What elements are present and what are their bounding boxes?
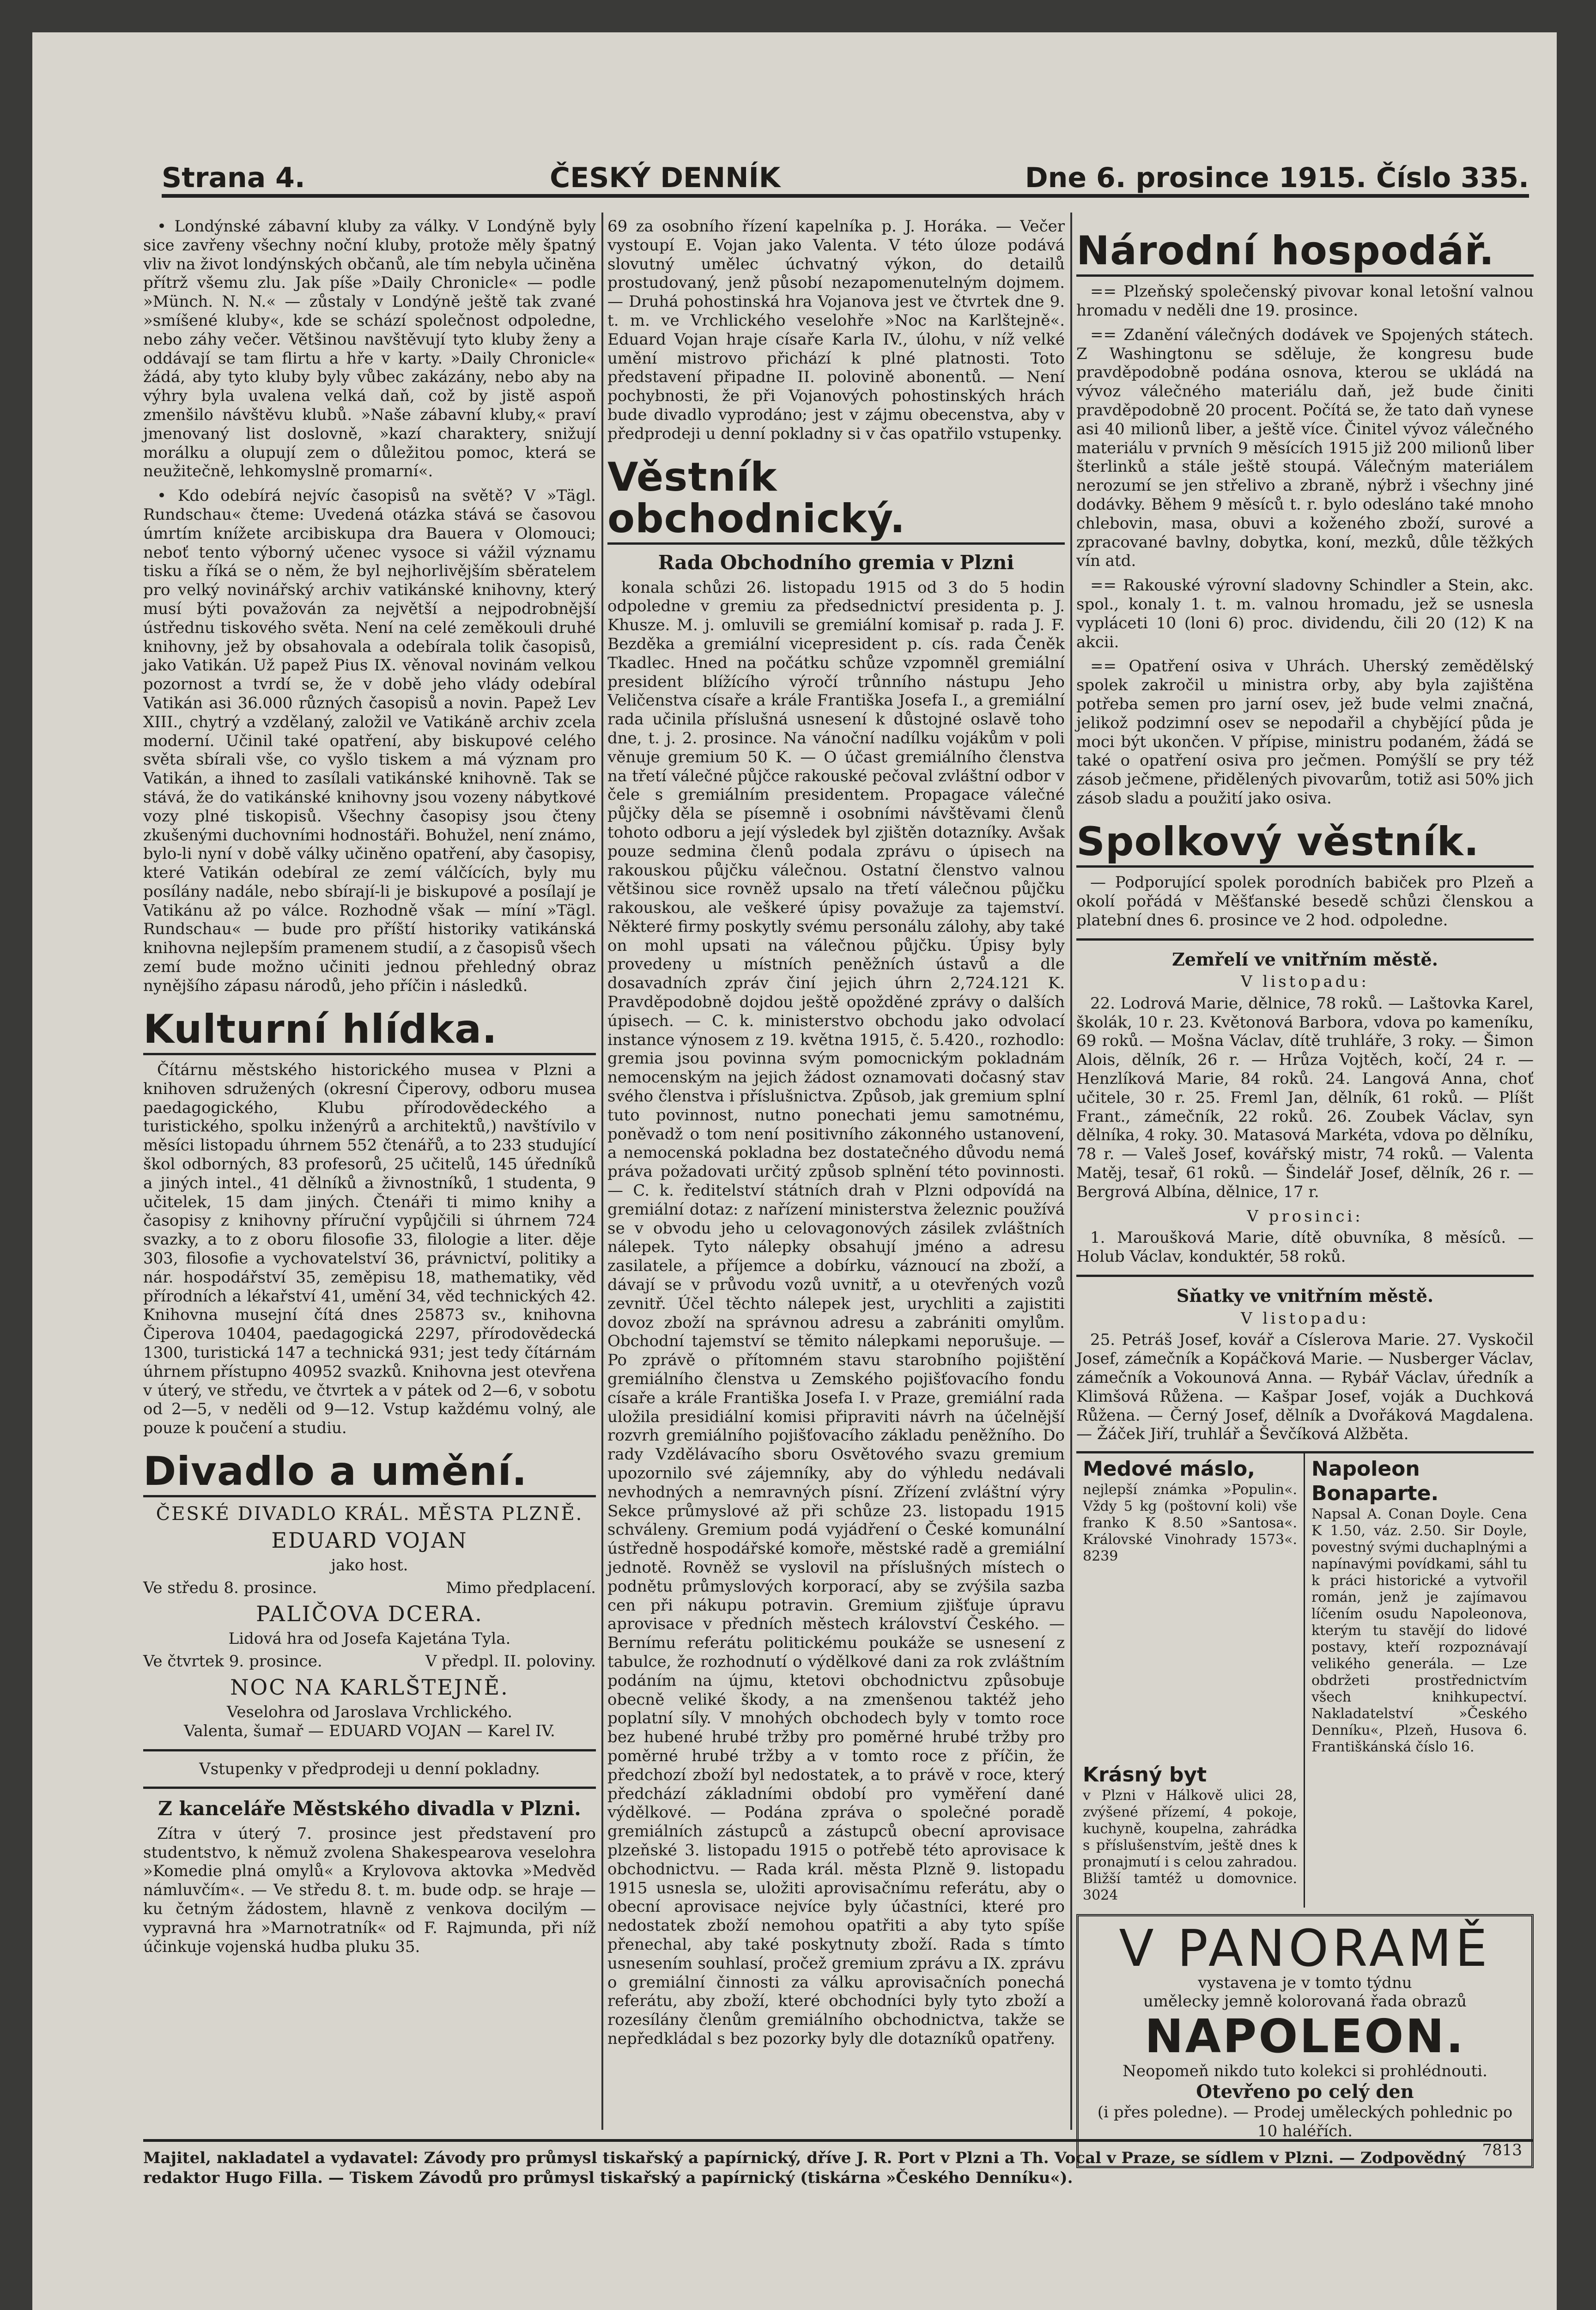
ad-title: Medové máslo, xyxy=(1083,1457,1255,1481)
ad-title: Krásný byt xyxy=(1083,1763,1207,1787)
news-item: == Rakouské výrovní sladovny Schindler a Stein, akc. spol., konaly 1. t. m. valnou hromadu, jež se usnesla vypláceti 10 (loni 6) proc. dividendu, čili 20 (12) K na akcii. xyxy=(1076,576,1534,651)
article-continuation: 69 za osobního řízení kapelníka p. J. Horáka. — Večer vystoupí E. Vojan jako Valenta. V této úloze podává slovutný umělec úchvatný výkon, do detailů prostudovaný, jenž působí nezapomenutelným dojmem. — Druhá pohostinská hra Vojanova jest ve čtvrtek dne 9. t. m. ve Vrchlického veselohře »Noc na Karlštejně«. Eduard Vojan hraje císaře Karla IV., úlohu, v níž velké umění mistrovo přichází k plné platnosti. Toto představení připadne II. polovině abonentů. — Není pochybnosti, že při Vojanových pohostinských hrách bude divadlo vyprodáno; jest v zájmu obecenstva, aby v předprodeji u denní pokladny si v čas opatřilo vstupenky. xyxy=(607,217,1065,443)
article-gremium: konala schůzi 26. listopadu 1915 od 3 do 5 hodin odpoledne v gremiu za předsednictví presidenta p. J. Khusze. M. j. omluvili se gremiální komisař p. rada J. F. Bezděka a gremiální vicepresident p. cís. rada Čeněk Tkadlec. Hned na počátku schůze vzpomněl gremiální president blížícího výročí trůnního nástupu Jeho Veličenstva císaře a krále Františka Josefa I., a gremiální rada učinila příslušná usnesení k důstojné oslavě toho dne, t. j. 2. prosince. Na vánoční nadílku vojákům v poli věnuje gremium 50 K. — O účast gremiálního členstva na třetí válečné půjčce rakouské pečoval zvláštní odbor v čele s gremiálním presidentem. Propagace válečné půjčky děla se písemně i osobními návštěvami členů tohoto odboru a její výsledek byl zjištěn dotazníky. Avšak pouze sedmina členů podala zprávu o úpisech na rakouskou půjčku válečnou. Ostatní členstvo valnou většinou sice rovněž upsalo na třetí válečnou půjčku rakouskou, ale veškeré úpisy považuje za tajemství. Některé firmy poskytly svému personálu zálohy, aby také on mohl upsati na válečnou půjčku. Úpisy byly provedeny u místních peněžních ústavů a dle dosavadních zpráv činí jejich úhrn 2,724.121 K. Pravděpodobně dojdou ještě opožděné zprávy o dalších úpisech. — C. k. ministerstvo obchodu jako odvolací instance výnosem z 19. května 1915, č. 5.420., rozhodlo: gremia jsou povinna svým pomocnickým pokladnám nemocenským na jejich žádost oznamovati dočasný stav svého členstva i příslušnictva. Způsob, jak gremium splní tuto povinnost, nutno ponechati jemu samotnému, poněvadž o tom není positivního zákonného ustanovení, a nemocenská pokladna bez dostatečného důvodu nemá práva požadovati určitý způsob splnění této povinnosti. — C. k. ředitelství státních drah v Plzni odpovídá na gremiální dotaz: z nařízení ministerstva železnic používá se v obvodu jeho u celovagonových zásilek zvláštních nálepek. Tyto nálepky obsahují jméno a adresu zasilatele, a příjemce a dobírku, váznoucí na zboží, a dávají se v průvodu vozů uvnitř, a u otevřených vozů zevnitř. Účel těchto nálepek jest, urychliti a zajistiti dovoz zboží na správnou adresu a zabrániti omylům. Obchodní tajemství se těmito nálepkami neporušuje. — Po zprávě o přítomném stavu starobního pojištění gremiálního členstva u Zemského pojišťovacího fondu císaře a krále Františka Josefa I. v Praze, gremiální rada uložila presidiální komisi připraviti návrh na účelnější rozvrh gremiálního pojišťovacího základu peněžního. Do rady Vzdělávacího sboru Osvětového svazu gremium upozornilo své zájemníky, aby do výhledu nedávali nevhodných a nemravných písní. Zřízení zvláštní výry Sekce průmyslové až při schůze 23. listopadu 1915 schváleny. Gremium podá vyjádření o České komunální ústředně hospodářské komoře, městské radě a gremiální jednotě. Rovněž se vyslovil na příslušných místech o podnětu průmyslových korporací, aby se zvýšila sazba cen při nákupu potravin. Gremium zjišťuje úpravu aprovisace v předních městech království Českého. — Bernímu referátu politickému poukáže se usnesení z tabulce, že rozhodnutí o výdělkové dani za rok zvláštním podáním na újmu, ktetovi obchodnictvu způsobuje obecně veliké škody, a na zmenšenou taktéž jeho poplatní síly. V mnohých obchodech byly v tomto roce bez hubené hrubé tržby pro poměrné hrubé tržby pro poměrné hrubé tržby a v tomto roce z příčin, že předchozí zboží byl nedostatek, a to právě v roce, který předchází základními období pro vyměření dané výdělkové. — Podána zpráva o společné poradě gremiálních zástupců a zástupců obecní aprovisace plzeňské 3. listopadu 1915 o potřebě této aprovisace k obchodnictvu. — Rada král. města Plzně 9. listopadu 1915 usnesla se, uložiti aprovisačnímu referátu, aby o obecní aprovisace nejvíce byly účastníci, které pro nedostatek zboží nemohou opatřiti a aby tyto spíše přenechal, aby také poskytnuty zboží. Rada s tímto usnesením souhlasí, pročež gremium zprávu a IX. zprávu o gremiální činnosti za válku aprovisačních ponechá referátu, aby zboží, které obchodníci byly tyto zboží a rozesílány členům gremiálního obchodnictva, takže se nepředkládal s bez pozorky byly dle dotazníků opatřeny. xyxy=(607,578,1065,2048)
play-cast: Valenta, šumař — EDUARD VOJAN — Karel IV. xyxy=(184,1721,555,1740)
divider xyxy=(143,1787,596,1789)
divider xyxy=(143,1749,596,1751)
panorama-title: V PANORAMĚ xyxy=(1119,1918,1491,1978)
panorama-line: (i přes poledne). — Prodej uměleckých pohlednic po 10 haléřích. xyxy=(1097,2103,1513,2140)
section-heading-culture: Kulturní hlídka. xyxy=(143,1009,596,1055)
program-row xyxy=(143,1579,596,1598)
section-heading-societies: Spolkový věstník. xyxy=(1076,821,1534,868)
play-title: PALIČOVA DCERA. xyxy=(256,1601,483,1626)
section-heading-theatre: Divadlo a umění. xyxy=(143,1451,596,1497)
column-right xyxy=(1076,217,1534,2159)
play-subtitle: Veselohra od Jaroslava Vrchlického. xyxy=(226,1702,513,1721)
ad-text: Napsal A. Conan Doyle. Cena K 1.50, váz. 2.50. Sir Doyle, povestný svými duchaplnými a napínavými povídkami, sáhl tu k práci historické a vytvořil román, jenž je zajímavou líčením osudu Napoleonova, kterým tu stavějí do lidové postavy, kteří rozpoznávají velikého generála. — Lze obdržeti prostřednictvím všech knihkupectví. Nakladatelství »Českého Denníku«, Plzeň, Husova 6. Františkánská číslo 16. xyxy=(1311,1506,1527,1755)
deaths-list: 22. Lodrová Marie, dělnice, 78 roků. — Laštovka Karel, školák, 10 r. 23. Květonová Barbora, vdova po kameníku, 69 roků. — Mošna Václav, dítě truhláře, 3 roky. — Šimon Alois, dělník, 26 r. — Hrůza Vojtěch, kočí, 24 r. — Henzlíková Marie, 84 roků. 24. Langová Anna, choť učitele, 30 r. 25. Freml Jan, dělník, 61 roků. — Plíšt Frant., zámečník, 22 roků. 26. Zoubek Václav, syn dělníka, 4 roky. 30. Matasová Markéta, vdova po dělníku, 78 r. — Valeš Josef, kovářský mistr, 74 roků. — Valenta Matěj, tesař, 61 roků. — Šindelář Josef, dělník, 26 r. — Bergrová Albína, dělnice, 17 r. xyxy=(1076,994,1534,1201)
marriages-heading: Sňatky ve vnitřním městě. xyxy=(1176,1285,1434,1307)
page-header xyxy=(162,143,1529,198)
panorama-line: umělecky jemně kolorovaná řada obrazů xyxy=(1143,1992,1467,2011)
play-title: NOC NA KARLŠTEJNĚ. xyxy=(230,1674,509,1700)
deaths-list: 1. Maroušková Marie, dítě obuvníka, 8 měsíců. — Holub Václav, konduktér, 58 roků. xyxy=(1076,1228,1534,1266)
ad-panorama xyxy=(1076,1914,1534,2169)
article-theatre-office: Zítra v úterý 7. prosince jest představení pro studentstvo, k němuž zvolena Shakespearova veselohra »Komedie plná omylů« a Krylovova aktovka »Medvěd námluvčím«. — Ve středu 8. t. m. bude odp. se hraje — ku četným žádostem, hlavně z venkova docilým — vypravná hra »Marnotratník« od F. Rajmunda, při níž účinkuje vojenská hudba pluku 35. xyxy=(143,1824,596,1956)
panorama-code: 7813 xyxy=(1482,2140,1522,2159)
deaths-heading: Zemřelí ve vnitřním městě. xyxy=(1172,948,1438,970)
ad-napoleon-book xyxy=(1305,1453,1534,1759)
program-note: Mimo předplacení. xyxy=(446,1579,596,1598)
issue-date: Dne 6. prosince 1915. Číslo 335. xyxy=(1025,162,1529,194)
panorama-hours: Otevřeno po celý den xyxy=(1196,2081,1414,2103)
program-date: Ve čtvrtek 9. prosince. xyxy=(143,1652,322,1671)
program-note: V předpl. II. poloviny. xyxy=(425,1652,596,1671)
news-item: — Podporující spolek porodních babiček pro Plzeň a okolí pořádá v Měšťanské besedě schůzi členskou a platební dnes 6. prosince ve 2 hod. odpoledne. xyxy=(1076,873,1534,930)
column-divider xyxy=(1070,213,1072,2130)
advertisements xyxy=(1076,1451,1534,1907)
newspaper-title: ČESKÝ DENNÍK xyxy=(550,162,781,194)
program-date: Ve středu 8. prosince. xyxy=(143,1579,317,1598)
news-item: == Zdanění válečných dodávek ve Spojených státech. Z Washingtonu se sděluje, že kongresu bude pravděpodobně podána osnova, kterou se ukládá na vývoz válečného materiálu daň, jež bude činiti pravděpodobně 20 procent. Počítá se, že tato daň vynese asi 40 milionů liber, a ještě více. Činitel vývoz válečného materiálu v prvních 9 měsících 1915 již 200 milionů liber šterlinků a stále ještě stoupá. Válečným materiálem nerozumí se jen střelivo a zbraně, nýbrž i všechny jiné dodávky. Během 9 měsíců t. r. bylo odesláno také mnoho chlebovin, masa, obuvi a koženého zboží, surové a zpracované bavlny, dobytka, koní, mezků, důle těžkých vín atd. xyxy=(1076,325,1534,571)
newspaper-page xyxy=(32,32,1557,2310)
guest-actor: EDUARD VOJAN xyxy=(271,1528,468,1553)
page-number: Strana 4. xyxy=(162,162,305,194)
article-london-clubs: • Londýnské zábavní kluby za války. V Londýně byly sice zavřeny všechny noční kluby, protože měly špatný vliv na život londýnských občanů, ale tím nebyla učiněna přítrž všemu zlu. Jak píše »Daily Chronicle« — podle »Münch. N. N.« — zůstaly v Londýně ještě tak zvané »smíšené kluby«, kde se schází společnost odpoledne, nebo záhy večer. Většinou navštěvují tyto kluby ženy a oddávají se tam flirtu a hře v karty. »Daily Chronicle« žádá, aby tyto kluby byly vůbec zakázány, nebo aby na výhry byla uvalena velká daň, což by jistě aspoň zmenšilo návštěvu klubů. »Naše zábavní kluby,« praví jmenovaný list doslovně, »kazí charaktery, snižují morálku a olupují zem o důležitou pomoc, která se neužitečně, lehkomyslně promarní«. xyxy=(143,217,596,481)
marriages-list: 25. Petráš Josef, kovář a Císlerova Marie. 27. Vyskočil Josef, zámečník a Kopáčková Marie. — Nusberger Václav, zámečník a Vokounová Anna. — Rybář Václav, úředník a Klimšová Růžena. — Kašpar Josef, voják a Duchková Růžena. — Černý Josef, dělník a Dvořáková Magdalena. — Žáček Jiří, truhlář a Ševčíková Alžběta. xyxy=(1076,1331,1534,1444)
ad-honey xyxy=(1076,1453,1305,1759)
ticket-note: Vstupenky v předprodeji u denní pokladny. xyxy=(199,1759,540,1778)
ad-apartment xyxy=(1076,1759,1305,1908)
article-heading: Rada Obchodního gremia v Plzni xyxy=(658,551,1014,574)
ad-text: v Plzni v Hálkově ulici 28, zvýšené přízemí, 4 pokoje, kuchyně, koupelna, zahrádka s příslušenstvím, ještě dnes k pronajmutí i s celou zahradou. Bližší tamtéž u domovnice. 3024 xyxy=(1083,1787,1297,1903)
section-heading-commerce: Věstník obchodnický. xyxy=(607,456,1065,545)
column-middle xyxy=(607,217,1065,2130)
ad-text: nejlepší známka »Populin«. Vždy 5 kg (poštovní koli) vše franko K 8.50 »Santosa«. Královské Vinohrady 1573«. 8239 xyxy=(1083,1482,1297,1565)
divider xyxy=(1076,1275,1534,1277)
article-reading-room: Čítárnu městského historického musea v Plzni a knihoven sdružených (okresní Čiperovy, odboru musea paedagogického, Klubu přírodovědeckého a turistického, spolku inženýrů a architektů,) navštívilo v měsíci listopadu úhrnem 552 čtenářů, a to 233 studující škol odborných, 83 profesorů, 25 učitelů, 145 úředníků a jiných intel., 41 dělníků a živnostníků, 1 studenta, 9 učitelek, 15 dam jiných. Čtenáři ti mimo knihy a časopisy z knihovny příruční vypůjčili si úhrnem 724 svazky, a to z oboru filosofie 33, filologie a liter. děje 303, filosofie a vychovatelství 36, právnictví, politiky a nár. hospodářství 35, zeměpisu 18, mathematiky, věd přírodních a lékařství 41, umění 34, věd technických 42. Knihovna musejní čítá dnes 25873 sv., knihovna Čiperova 10404, paedagogická 2297, přírodovědecká 1300, turistická 147 a technická 931; jest tedy čítárnám úhrnem přístupno 40952 svazků. Knihovna jest otevřena v úterý, ve středu, ve čtvrtek a v pátek od 2—6, v sobotu od 2—5, v neděli od 9—12. Vstup každému volný, ale pouze k poučení a studiu. xyxy=(143,1060,596,1438)
marriages-month: V listopadu: xyxy=(1241,1309,1369,1328)
news-item: == Opatření osiva v Uhrách. Uherský zemědělský spolek zakročil u ministra orby, aby byla zajištěna potřeba semen pro jarní osev, jež bude velmi značná, jelikož podzimní osev se nepodařil a chybějící půda je moci být ukončen. V přípise, ministru podaném, žádá se také o opatření osiva pro ječmen. Pomýšlí se pry též zásob ječmene, přidělených pivovarům, totiž asi 50% jich zásob sladu a použití jako osiva. xyxy=(1076,657,1534,808)
column-left xyxy=(143,217,596,2130)
news-item: == Plzeňský společenský pivovar konal letošní valnou hromadu v neděli dne 19. prosince. xyxy=(1076,282,1534,320)
guest-role: jako host. xyxy=(331,1556,408,1575)
program-row xyxy=(143,1652,596,1671)
ad-title: Napoleon Bonaparte. xyxy=(1311,1457,1439,1506)
article-heading: Z kanceláře Městského divadla v Plzni. xyxy=(158,1797,581,1820)
deaths-month: V listopadu: xyxy=(1241,973,1369,991)
panorama-line: vystavena je v tomto týdnu xyxy=(1198,1973,1412,1992)
column-divider xyxy=(601,213,603,2130)
article-vatican-periodicals: • Kdo odebírá nejvíc časopisů na světě? V »Tägl. Rundschau« čteme: Uvedená otázka stává se časovou úmrtím knížete arcibiskupa dra Bauera v Olomouci; neboť tento výborný učenec vysoce si vážil významu tisku a říká se o něm, že byl nejhorlivějším sběratelem pro velký novinářský archiv vatikánské knihovny, který musí býti považován za největší a nejpodrobnější ústřednu tiskového světa. Není na celé zeměkouli druhé knihovny, jež by obsahovala a odebírala tolik časopisů, jako Vatikán. Už papež Pius IX. věnoval novinám velkou pozornost a tvrdí se, že v době jeho vlády odebíral Vatikán asi 36.000 různých časopisů a novin. Papež Lev XIII., chytrý a vzdělaný, založil ve Vatikáně archiv zcela moderní. Učinil také opatření, aby biskupové celého světa sbírali vše, co vyšlo tiskem a má význam pro Vatikán, a ihned to zasílali vatikánské knihovně. Tak se stává, že do vatikánské knihovny jsou vozeny nábytkové vozy plné tiskopisů. Všechny časopisy jsou čteny zkušenými duchovními hodnostáři. Bohužel, není známo, bylo-li nyní v době války učiněno opatření, aby časopisy, které Vatikán odebíral ze zemí válčících, byly mu posílány nadále, nebo sbírají-li je biskupové a posílají je Vatikánu až po válce. Rozhodně však — míní »Tägl. Rundschau« — bude pro příští historiky vatikánská knihovna nejlepším pramenem studií, a z časopisů všech zemí bude možno učiniti jednou přehledný obraz nynějšího zápasu národů, jeho příčin i následků. xyxy=(143,486,596,995)
deaths-month: V prosinci: xyxy=(1247,1207,1363,1226)
divider xyxy=(1076,938,1534,941)
section-heading-economy: Národní hospodář. xyxy=(1076,230,1534,277)
play-subtitle: Lidová hra od Josefa Kajetána Tyla. xyxy=(228,1629,511,1648)
imprint: Majitel, nakladatel a vydavatel: Závody pro průmysl tiskařský a papírnický, dříve J. R. Port v Plzni a Th. Vocal v Praze, se sídlem v Plzni. — Zodpovědný redaktor Hugo Filla. — Tiskem Závodů pro průmysl tiskařský a papírnický (tiskárna »Českého Denníku«). xyxy=(143,2139,1534,2188)
panorama-subject: NAPOLEON. xyxy=(1144,2009,1466,2064)
theatre-name: ČESKÉ DIVADLO KRÁL. MĚSTA PLZNĚ. xyxy=(156,1503,583,1525)
panorama-line: Neopomeň nikdo tuto kolekci si prohlédnouti. xyxy=(1123,2062,1487,2081)
